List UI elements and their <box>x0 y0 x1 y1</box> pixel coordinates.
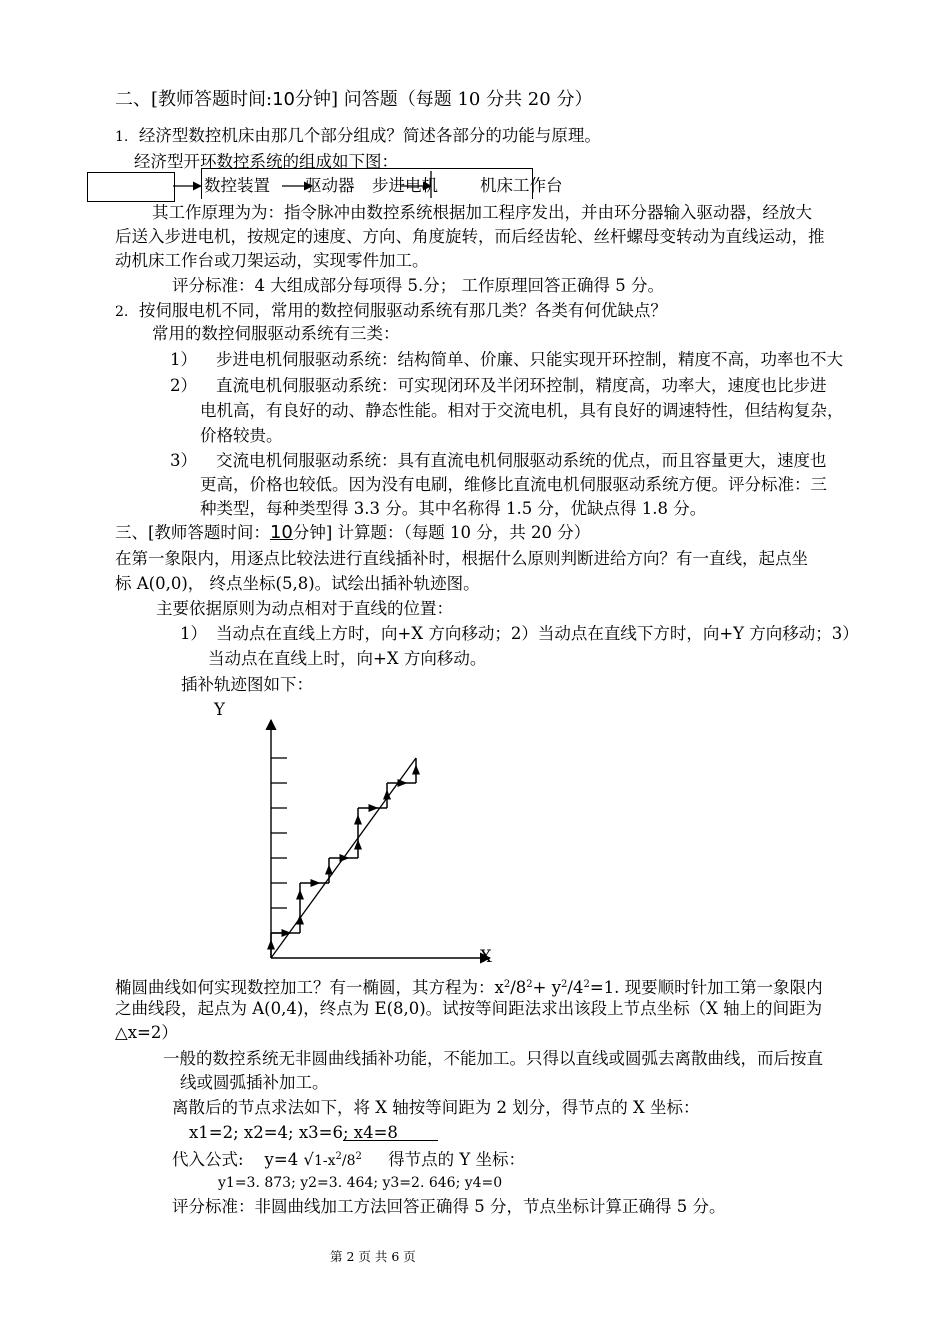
section-2-time: 10 <box>272 89 295 110</box>
q1-principle-line-1: 其工作原理为为：指令脉冲由数控系统根据加工程序发出，并由环分器输入驱动器，经放大 <box>152 203 812 222</box>
q3-rule-line-1: 当动点在直线上方时，向+X 方向移动；2）当动点在直线下方时，向+Y 方向移动；3） <box>216 624 859 643</box>
q4-question-line-1 <box>115 974 823 999</box>
q2-intro: 常用的数控伺服驱动系统有三类： <box>152 324 400 343</box>
q2-item-1-num: 1） <box>170 350 197 369</box>
formula-sqrt: y=4 √ <box>264 1150 314 1169</box>
diagram-driver-label: 驱动器 <box>305 176 355 195</box>
section-3-heading-suffix: 分钟] 计算题：（每题 10 分，共 20 分） <box>292 523 591 542</box>
q3-question-line-1: 在第一象限内，用逐点比较法进行直线插补时，根据什么原则判断进给方向？有一直线，起点坐 <box>115 549 808 568</box>
trajectory-step-arrow <box>354 815 362 825</box>
chart-x-label: X <box>480 947 492 966</box>
trajectory-step-arrow <box>325 865 333 875</box>
diagram-device-label: 数控装置 <box>204 176 270 195</box>
q4-question-line-3: △x=2） <box>115 1023 178 1042</box>
q2-item-1-line-1: 步进电机伺服驱动系统：结构简单、价廉、只能实现开环控制，精度不高，功率也不大 <box>216 350 843 369</box>
q4-q-g: /4 <box>567 978 584 997</box>
q1-grading: 评分标准：4 大组成部分每项得 5.分； 工作原理回答正确得 5 分。 <box>172 276 664 295</box>
q4-formula <box>172 1146 525 1172</box>
q2-item-3-num: 3） <box>170 451 197 470</box>
formula-exp-1: 2 <box>335 1151 342 1162</box>
q2-item-2-num: 2） <box>170 376 197 395</box>
q2-item-2-line-3: 价格较贵。 <box>200 426 283 445</box>
q4-x-nodes: x1=2; x2=4; x3=6; x4=8 <box>189 1123 398 1142</box>
trajectory-step-arrow <box>340 854 350 862</box>
trajectory-step-arrow <box>296 915 304 925</box>
q4-q-d: 2 <box>526 979 533 990</box>
diagram-table-label: 机床工作台 <box>480 176 563 195</box>
q4-q-b: 2 <box>503 979 511 990</box>
trajectory-step-arrow <box>311 879 321 887</box>
q1-principle-line-3: 动机床工作台或刀架运动，实现零件加工。 <box>115 251 429 270</box>
q4-y-nodes: y1=3. 873; y2=3. 464; y3=2. 646; y4=0 <box>218 1175 503 1191</box>
q4-q-i: =1. 现要顺时针加工第一象限内 <box>589 978 823 997</box>
q3-rule-num: 1） <box>180 624 207 643</box>
q1-intro: 经济型开环数控系统的组成如下图： <box>134 152 398 171</box>
trajectory-step-arrow <box>412 765 420 775</box>
chart-y-label: Y <box>214 700 225 719</box>
q3-trajectory-label: 插补轨迹图如下： <box>181 675 313 694</box>
diagram-motor-label: 步进电机 <box>372 176 438 195</box>
q2-item-3-line-3: 种类型，每种类型得 3.3 分。其中名称得 1.5 分，优缺点得 1.8 分。 <box>200 499 707 518</box>
trajectory-step-arrow <box>398 779 408 787</box>
q4-question-line-2: 之曲线段，起点为 A(0,4)，终点为 E(8,0)。试按等间距法求出该段上节点坐标（X 轴上的间距为 <box>115 999 823 1018</box>
page-footer: 第 2 页 共 6 页 <box>330 1249 416 1264</box>
q2-item-3-line-2: 更高，价格也较低。因为没有电刷，维修比直流电机伺服驱动系统方便。评分标准：三 <box>200 475 827 494</box>
q4-answer-line-2: 线或圆弧插补加工。 <box>180 1073 329 1092</box>
q4-q-f: 2 <box>561 979 568 990</box>
q2-number: 2. <box>115 304 129 320</box>
q4-q-c: /8 <box>510 978 527 997</box>
section-2-heading-prefix: 二、[教师答题时间: <box>115 89 273 110</box>
formula-exp-2: 2 <box>355 1151 362 1162</box>
q1-principle-line-2: 后送入步进电机，按规定的速度、方向、角度旋转，而后经齿轮、丝杆螺母变转动为直线运动，推 <box>115 227 825 246</box>
formula-result-label: 得节点的 Y 坐标： <box>388 1150 525 1169</box>
x-nodes-underline <box>343 1140 438 1141</box>
q3-basis: 主要依据原则为动点相对于直线的位置： <box>156 599 453 618</box>
q2-item-3-line-1: 交流电机伺服驱动系统：具有直流电机伺服驱动系统的优点，而且容量更大，速度也 <box>216 451 827 470</box>
formula-denom: /8 <box>341 1153 356 1169</box>
trajectory-step-arrow <box>267 940 275 950</box>
section-3-time: 10 <box>269 522 293 543</box>
q3-question-line-2: 标 A(0,0)， 终点坐标(5,8)。试绘出插补轨迹图。 <box>115 574 480 593</box>
q1-number: 1. <box>115 129 129 145</box>
formula-body: 1-x <box>313 1153 336 1169</box>
formula-label: 代入公式: <box>172 1150 244 1169</box>
q4-grading: 评分标准：非圆曲线加工方法回答正确得 5 分，节点坐标计算正确得 5 分。 <box>172 1197 726 1216</box>
q4-q-e: + y <box>532 978 562 997</box>
q3-rule-line-2: 当动点在直线上时，向+X 方向移动。 <box>208 649 487 668</box>
q2-item-2-line-1: 直流电机伺服驱动系统：可实现闭环及半闭环控制，精度高，功率大，速度也比步进 <box>216 376 827 395</box>
q1-question-text: 经济型数控机床由那几个部分组成？简述各部分的功能与原理。 <box>138 126 601 145</box>
section-3-heading-prefix: 三、[教师答题时间： <box>115 523 270 542</box>
q4-discrete: 离散后的节点求法如下，将 X 轴按等间距为 2 划分，得节点的 X 坐标： <box>172 1098 700 1117</box>
q2-question-text: 按伺服电机不同，常用的数控伺服驱动系统有那几类？各类有何优缺点？ <box>138 301 667 320</box>
section-2-heading-suffix: 分钟] 问答题（每题 10 分共 20 分） <box>295 89 593 110</box>
q4-q-a: 椭圆曲线如何实现数控加工？有一椭圆，其方程为：x <box>115 978 504 997</box>
trajectory-step-arrow <box>296 890 304 900</box>
q2-item-2-line-2: 电机高，有良好的动、静态性能。相对于交流电机，具有良好的调速特性，但结构复杂， <box>200 401 844 420</box>
q4-q-h: 2 <box>583 979 590 990</box>
q4-answer-line-1: 一般的数控系统无非圆曲线插补功能，不能加工。只得以直线或圆弧去离散曲线，而后按直 <box>163 1049 823 1068</box>
